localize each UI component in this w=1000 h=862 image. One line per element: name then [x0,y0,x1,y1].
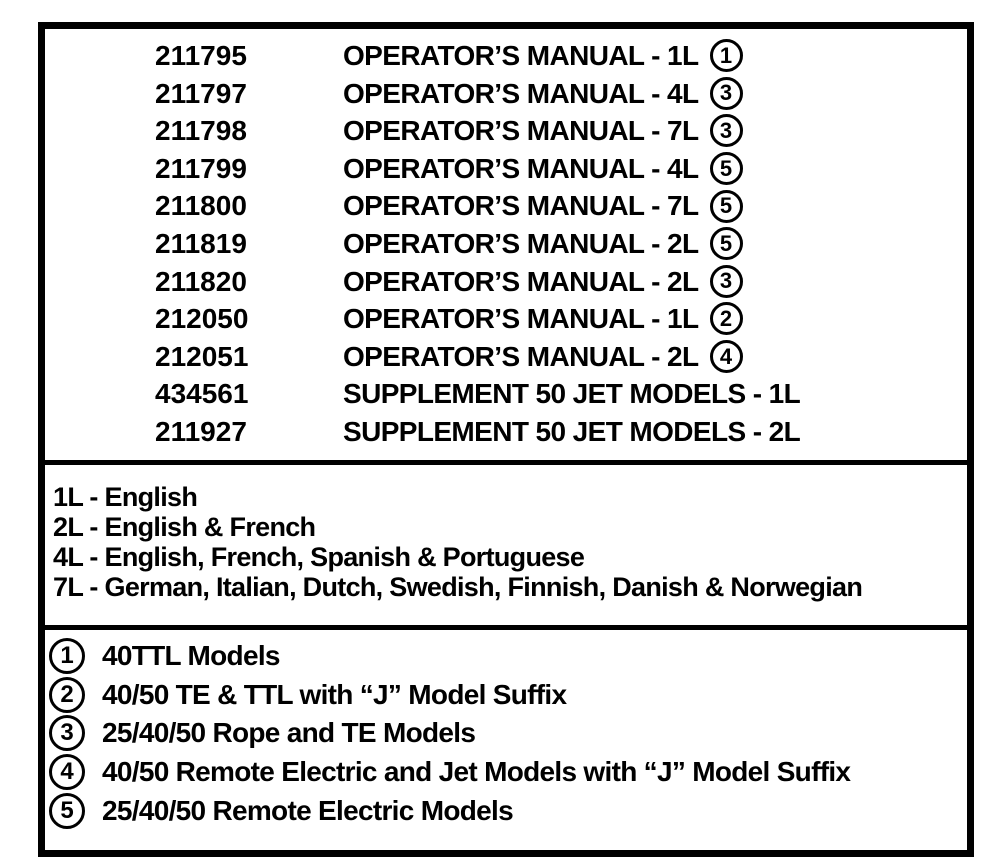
part-number-cell: 212051 [155,340,249,372]
part-description-cell: OPERATOR’S MANUAL - 2L [343,265,699,297]
part-description-cell: OPERATOR’S MANUAL - 7L [343,190,699,222]
part-description-cell: OPERATOR’S MANUAL - 7L [343,115,699,147]
note-reference-badge: 1 [710,39,743,72]
legend-line: 4L - English, French, Spanish & Portuguese [53,542,585,572]
part-description-cell: OPERATOR’S MANUAL - 4L [343,152,699,184]
part-number-cell: 211795 [155,40,247,71]
table-row [45,187,967,225]
note-number-badge: 5 [49,793,85,829]
legend-line: 2L - English & French [53,512,316,542]
note-reference-badge: 5 [710,152,743,185]
table-row [45,375,967,413]
note-number-badge: 3 [49,715,85,751]
table-row [45,75,967,113]
note-reference-badge: 3 [710,114,743,147]
note-number-badge: 2 [49,677,85,713]
note-text: 40/50 Remote Electric and Jet Models with “J” Model Suffix [102,756,851,788]
note-row [49,714,967,753]
note-row [49,753,967,792]
note-reference-badge: 3 [710,265,743,298]
part-number-cell: 211797 [155,77,247,109]
legend-line: 1L - English [53,482,198,512]
note-text: 25/40/50 Rope and TE Models [102,717,476,749]
note-row [49,676,967,715]
legend-line: 7L - German, Italian, Dutch, Swedish, Finnish, Danish & Norwegian [53,572,863,602]
table-row [45,37,967,75]
part-description-cell: OPERATOR’S MANUAL - 2L [343,227,699,259]
part-number-cell: 212050 [155,303,249,335]
part-description-cell: OPERATOR’S MANUAL - 1L [343,40,699,71]
part-description-cell: OPERATOR’S MANUAL - 4L [343,77,699,109]
table-row [45,338,967,376]
note-reference-badge: 4 [710,340,743,373]
note-reference-badge: 3 [710,77,743,110]
note-text: 25/40/50 Remote Electric Models [102,794,513,826]
part-number-cell: 211927 [155,415,247,447]
table-row [45,413,967,451]
note-reference-badge: 5 [710,227,743,260]
table-row [45,225,967,263]
note-text: 40/50 TE & TTL with “J” Model Suffix [102,678,567,710]
note-number-badge: 4 [49,754,85,790]
part-description-cell: SUPPLEMENT 50 JET MODELS - 2L [343,415,801,447]
part-description-cell: SUPPLEMENT 50 JET MODELS - 1L [343,378,801,410]
note-reference-badge: 5 [710,190,743,223]
part-number-cell: 211820 [155,265,247,297]
part-description-cell: OPERATOR’S MANUAL - 1L [343,303,699,335]
table-row [45,300,967,338]
part-number-cell: 434561 [155,378,249,410]
note-reference-badge: 2 [710,302,743,335]
language-legend-section [45,465,967,625]
part-number-cell: 211819 [155,227,247,259]
model-notes-section [45,630,967,850]
part-description-cell: OPERATOR’S MANUAL - 2L [343,340,699,372]
note-row [49,791,967,830]
note-number-badge: 1 [49,638,85,674]
part-number-cell: 211799 [155,152,247,184]
table-row [45,150,967,188]
parts-list-section [45,29,967,460]
parts-reference-panel [38,22,974,857]
table-row [45,263,967,301]
part-number-cell: 211798 [155,115,247,147]
part-number-cell: 211800 [155,190,247,222]
table-row [45,112,967,150]
note-row [49,637,967,676]
note-text: 40TTL Models [102,640,280,672]
